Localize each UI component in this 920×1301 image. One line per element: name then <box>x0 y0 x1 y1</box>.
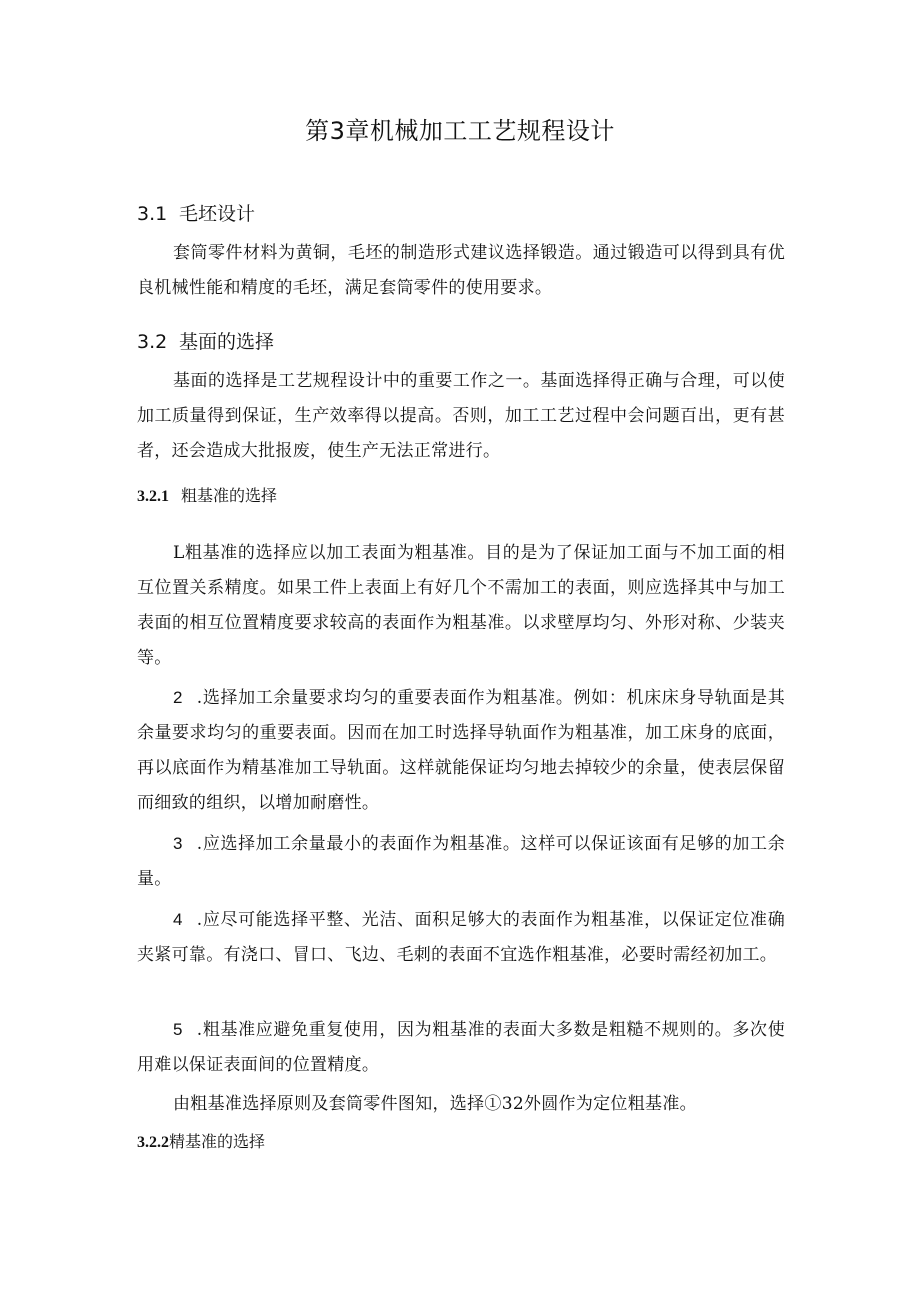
section-heading-3-1 <box>137 200 255 228</box>
subsection-number: 3.2.1 <box>137 488 169 505</box>
subsection-heading-3-2-1 <box>137 484 277 509</box>
paragraph-rule-3 <box>137 826 785 897</box>
section-number: 3.2 <box>137 331 168 353</box>
paragraph-blank-design: 套筒零件材料为黄铜，毛坯的制造形式建议选择锻造。通过锻造可以得到具有优良机械性能和精度的毛坯，满足套筒零件的使用要求。 <box>137 243 785 298</box>
section-heading-3-2 <box>137 328 274 356</box>
subsection-title: 粗基准的选择 <box>181 486 278 505</box>
subsection-heading-3-2-2 <box>137 1130 265 1155</box>
paragraph-rule-2 <box>137 680 785 821</box>
section-number: 3.1 <box>137 203 168 225</box>
rule-number: 2 <box>173 688 183 707</box>
subsection-number: 3.2.2 <box>137 1134 169 1151</box>
section-title: 毛坯设计 <box>179 203 256 225</box>
rule-text: .选择加工余量要求均匀的重要表面作为粗基准。例如：机床床身导轨面是其余量要求均匀的重要表面。因而在加工时选择导轨面作为粗基准，加工床身的底面，再以底面作为精基准加工导轨面。这样就能保证均匀地去掉较少的余量，使表层保留而细致的组织，以增加耐磨性。 <box>137 688 785 813</box>
rule-number: 5 <box>173 1020 183 1039</box>
paragraph-rule-1: L粗基准的选择应以加工表面为粗基准。目的是为了保证加工面与不加工面的相互位置关系精度。如果工件上表面上有好几个不需加工的表面，则应选择其中与加工表面的相互位置精度要求较高的表面作为粗基准。以求壁厚均匀、外形对称、少装夹等。 <box>137 543 785 668</box>
paragraph-rule-5 <box>137 1012 785 1083</box>
rule-text: .应选择加工余量最小的表面作为粗基准。这样可以保证该面有足够的加工余量。 <box>137 834 785 889</box>
paragraph-conclusion: 由粗基准选择原则及套筒零件图知，选择①32外圆作为定位粗基准。 <box>173 1094 697 1114</box>
rule-number: 3 <box>173 834 183 853</box>
chapter-title: 第3章机械加工工艺规程设计 <box>305 117 615 145</box>
subsection-title: 精基准的选择 <box>169 1132 266 1151</box>
paragraph-rule-4 <box>137 902 785 973</box>
rule-number: 4 <box>173 910 183 929</box>
section-title: 基面的选择 <box>179 331 275 353</box>
paragraph-datum-selection: 基面的选择是工艺规程设计中的重要工作之一。基面选择得正确与合理，可以使加工质量得到保证，生产效率得以提高。否则，加工工艺过程中会问题百出，更有甚者，还会造成大批报废，使生产无法正常进行。 <box>137 371 785 461</box>
rule-text: .应尽可能选择平整、光洁、面积足够大的表面作为粗基准，以保证定位准确夹紧可靠。有浇口、冒口、飞边、毛刺的表面不宜选作粗基准，必要时需经初加工。 <box>137 910 785 965</box>
rule-text: .粗基准应避免重复使用，因为粗基准的表面大多数是粗糙不规则的。多次使用难以保证表面间的位置精度。 <box>137 1020 785 1075</box>
